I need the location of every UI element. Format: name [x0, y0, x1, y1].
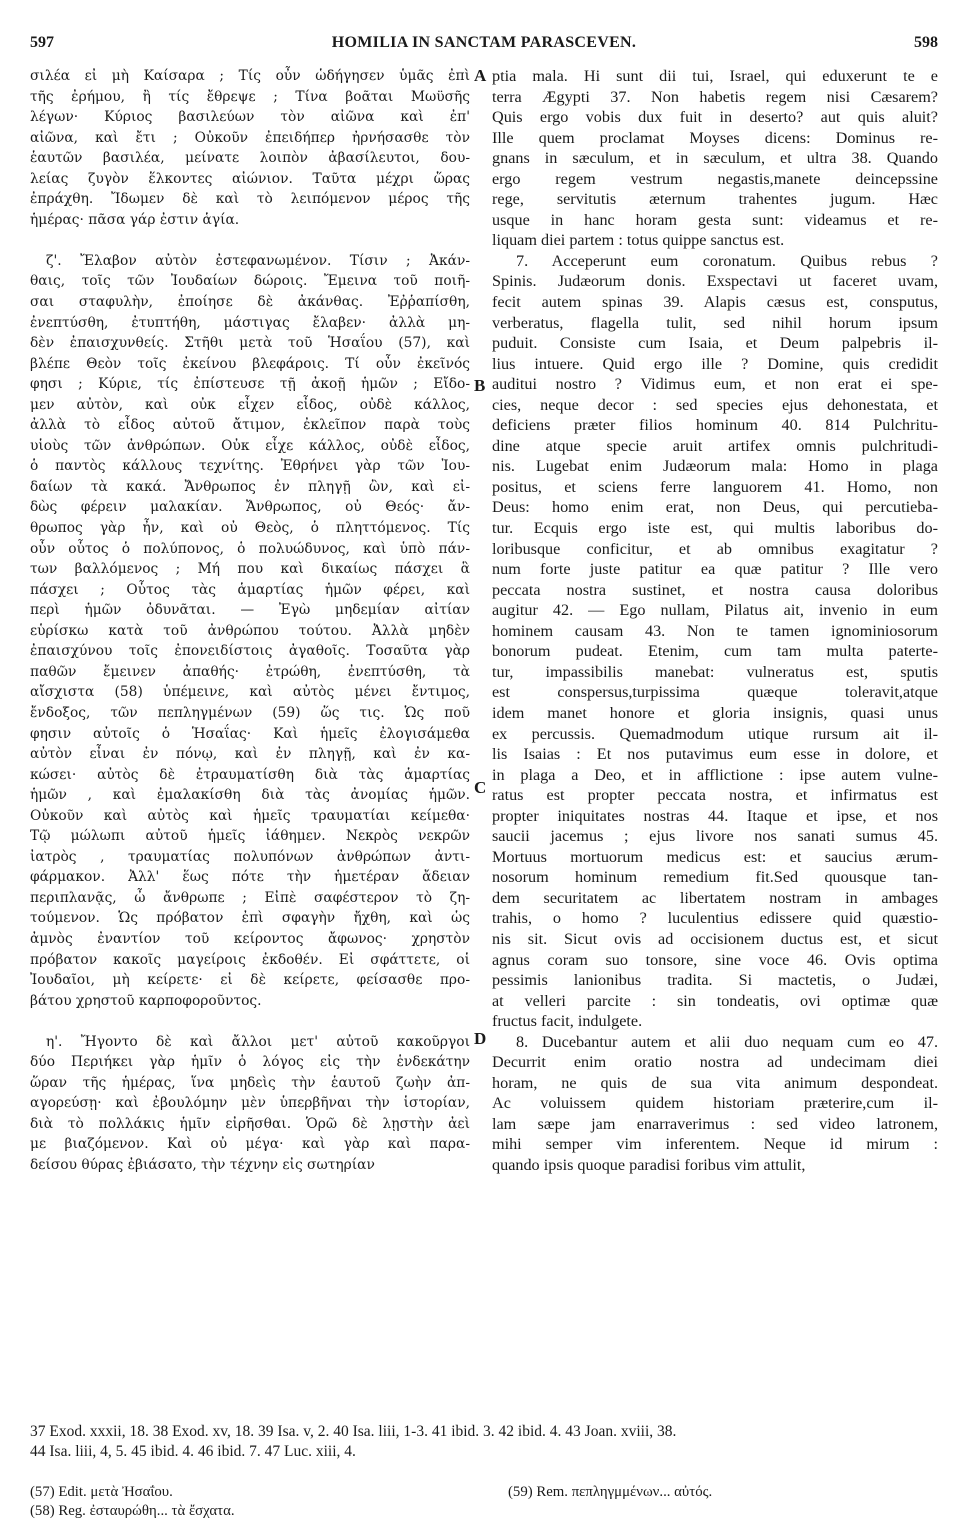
text-line: βλέπε Θεὸν τοῖς ἐκείνου βλεφάροις. Τί οὖν ἐκεῖνός: [30, 355, 470, 372]
text-line: θαις, τοῖς τῶν Ἰουδαίων δώροις. Ἔμεινα τοῦ ποιῆ-: [30, 273, 470, 290]
text-line: usque in hanc horam gesta sunt: videamus et re-: [492, 210, 938, 229]
text-line: περὶ ἡμῶν ὀδυνᾶται. — Ἐγὼ μηδεμίαν αἰτίαν: [30, 602, 470, 619]
running-header: [30, 34, 938, 58]
text-line: εὑρίσκω κατὰ τοῦ ἀνθρώπου τούτου. Ἀλλὰ μηδὲν: [30, 622, 470, 639]
margin-marker-d: D: [474, 1029, 487, 1048]
text-line: διὰ τὸ πολλάκις ἡμῖν εἰρῆσθαι. Ὁρῶ δὲ λῃστὴν ἀεὶ: [30, 1115, 470, 1132]
text-line: hominem causam 43. Non te tamen ignominiosorum: [492, 621, 938, 640]
scripture-footnotes-line-2: 44 Isa. liii, 4, 5. 45 ibid. 4. 46 ibid. 7. 47 Luc. xiii, 4.: [30, 1443, 356, 1460]
text-line: ἡμῶν , καὶ ἐμαλακίσθη διὰ τὰς ἀνομίας ἡμῶν.: [30, 787, 470, 804]
text-line: Ille quem proclamat Moyses dicens: Dominus re-: [492, 128, 938, 147]
text-line: nosorum hominum remedium fit.Sed quousque tan-: [492, 868, 938, 887]
text-line: [30, 1011, 470, 1032]
text-line: Quis ergo vobis dux fuit in deserto? aut quis aluit?: [492, 108, 938, 127]
text-line: ἐπαισχύνου τοῖς ἐπονειδίστοις ἀγαθοῖς. Τοσαῦτα γὰρ: [30, 643, 470, 660]
text-line: σαι σταφυλὴν, ἐποίησε δὲ ἀκάνθας. Ἐῤῥαπίσθη,: [30, 294, 470, 311]
text-line: βάτου χρηστοῦ καρποφοροῦντος.: [30, 992, 262, 1009]
text-line: αἰῶνα, καὶ ἔτι ; Οὐκοῦν ἐπειδήπερ ἠρνήσασθε τὸν: [30, 129, 470, 146]
text-line: ergo regem vestrum negastis,manete deincepssine: [492, 169, 938, 188]
text-line: mihi semper vim inferentem. Neque id mirum :: [492, 1135, 938, 1154]
text-line: των βαλλόμενος ; Μή που καὶ δικαίως πάσχει ἃ: [30, 561, 470, 578]
text-line: τούμενον. Ὡς πρόβατον ἐπὶ σφαγὴν ἤχθη, καὶ ὡς: [30, 910, 470, 927]
text-line: Ac voluissem quidem historiam præterire,cum il-: [492, 1094, 938, 1113]
text-line: με βιαζόμενον. Καὶ οὐ μέγα· καὶ γὰρ καὶ παρα-: [30, 1136, 470, 1153]
text-line: ἀλλὰ τὸ εἶδος αὐτοῦ ἄτιμον, ἐκλεῖπον παρὰ τοὺς: [30, 417, 470, 434]
text-line: idem manet honore et gloria insignis, quasi unus: [492, 703, 938, 722]
text-line: nis sit. Sicut ovis ad occisionem ductus est, et sicut: [492, 929, 938, 948]
text-line: trahis, o homo ? luculentius edissere quid quæstio-: [492, 909, 938, 928]
text-line: ex percussis. Quemadmodum utique rursum ait il-: [492, 724, 938, 743]
text-line: φησιν αὐτοῖς ὁ Ἡσαΐας· Καὶ ἡμεῖς ἐλογισάμεθα: [30, 725, 470, 742]
text-line: 8. Ducebantur autem et alii duo nequam cum eo 47.: [516, 1032, 938, 1051]
text-line: λείας ζυγὸν ἕλκοντες αἰώνιον. Ταῦτα μέχρι ὥρας: [30, 170, 470, 187]
text-line: ὁ παντὸς κάλλους τεχνίτης. Ἐθρήνει γὰρ τῶν Ἰου-: [30, 458, 470, 475]
text-line: tur. Ecquis ergo iste est, qui multis laboribus do-: [492, 519, 938, 538]
text-line: horam, ne quis de sua vita animum despondeat.: [492, 1073, 938, 1092]
text-line: pessimis lanionibus tradita. Si mactetis, o Judæi,: [492, 971, 938, 990]
latin-column: [492, 66, 938, 1176]
text-line: puduit. Consiste cum Isaia, et Deum palpebris il-: [492, 334, 938, 353]
text-line: ἐπράχθη. Ἴδωμεν δὲ καὶ τὸ λειπόμενον μέρος τῆς: [30, 191, 470, 208]
text-line: Ἰουδαῖοι, μὴ κείρετε· εἰ δὲ κείρετε, φείσασθε προ-: [30, 972, 470, 989]
text-line: αὐτὸν εἶναι ἐν πόνῳ, καὶ ἐν πληγῇ, καὶ ἐν κα-: [30, 746, 470, 763]
text-line: Τῷ μώλωπι αὐτοῦ ἡμεῖς ἰάθημεν. Νεκρὸς νεκρῶν: [30, 828, 470, 845]
margin-marker-b: B: [474, 376, 486, 395]
text-line: cies, neque decor : sed species ejus dehonestata, et: [492, 395, 938, 414]
scripture-footnotes-line-1: 37 Exod. xxxii, 18. 38 Exod. xv, 18. 39 Isa. v, 2. 40 Isa. liii, 1-3. 41 ibid. 3. 42 ibid. 4. 43 Joan. xviii, 38.: [30, 1423, 677, 1440]
text-line: dine atque specie aruit artifex omnis pulchritudi-: [492, 436, 938, 455]
text-line: deficiens præter filios hominum 40. 814 Pulchritu-: [492, 416, 938, 435]
text-line: τῆς ἐρήμου, ἢ τίς ἔθρεψε ; Τίνα βοᾶται Μωϋσῆς: [30, 88, 470, 105]
text-line: quando ipsis quoque paradisi foribus vim attulit,: [492, 1155, 806, 1174]
editorial-note-59: (59) Rem. πεπληγμμένων... αὐτός.: [508, 1484, 713, 1500]
text-line: nis. Lugebat enim Judæorum mala: Homo in plaga: [492, 457, 938, 476]
text-line: περιπλανᾷς, ὦ ἄνθρωπε ; Εἰπὲ σαφέστερον τὸ ζη-: [30, 889, 470, 906]
text-line: verberatus, flagella tulit, sed nihil horum ipsum: [492, 313, 938, 332]
text-line: liquam diei partem : totus quippe sanctus est.: [492, 231, 785, 250]
text-line: lis Isaias : Et nos putavimus eum esse in dolore, et: [492, 745, 938, 764]
text-line: Οὐκοῦν καὶ αὐτὸς καὶ ἡμεῖς τραυματίαι κείμεθα·: [30, 807, 470, 824]
text-line: κώσει· αὐτὸς δὲ ἐτραυματίσθη διὰ τὰς ἁμαρτίας: [30, 766, 470, 783]
text-line: auditui nostro ? Vidimus eum, et non erat ei spe-: [492, 375, 938, 394]
text-line: οὖν οὗτος ὁ πολύπονος, ὁ πολυώδυνος, καὶ ὑπὸ πάν-: [30, 540, 470, 557]
text-line: σιλέα εἰ μὴ Καίσαρα ; Τίς οὖν ὡδήγησεν ὑμᾶς ἐπὶ: [30, 68, 470, 84]
text-line: at velleri parcite : sin tondeatis, ovi optimæ quæ: [492, 991, 938, 1010]
text-line: est conspersus,turpissima quæque toleravit,atque: [492, 683, 938, 702]
text-line: λέγων· Κύριος βασιλεύων τὸν αἰῶνα καὶ ἐπ': [30, 109, 470, 126]
text-line: Deus: homo enim erat, non Deus, qui percutieba-: [492, 498, 938, 517]
text-line: ὥραν τῆς ἡμέρας, ἵνα μηδεὶς τὴν ἑαυτοῦ ζωὴν ἀπ-: [30, 1074, 470, 1091]
text-line: loribusque conficitur, et ab omnibus exagitatur ?: [492, 539, 938, 558]
margin-marker-a: A: [474, 66, 487, 85]
text-line: Decurrit enim oratio nostra ad undecimam diei: [492, 1053, 938, 1072]
text-line: υἱοὺς τῶν ἀνθρώπων. Οὐκ εἶχε κάλλος, οὐδὲ εἶδος,: [30, 437, 470, 454]
text-line: propter iniquitates nostras 44. Itaque et ipse, et nos: [492, 806, 938, 825]
text-line: terra Ægypti 37. Non habetis regem nisi Cæsarem?: [492, 87, 938, 106]
text-line: tur, impassibilis manebat: vulneratus est, sputis: [492, 662, 938, 681]
text-line: δὲν ἐπαισχυνθείς. Στῆθι μετὰ τοῦ Ἡσαΐου (57), καὶ: [30, 335, 470, 352]
text-line: lam sæpe jam enarraverimus : sed video latronem,: [492, 1114, 938, 1133]
text-line: αἴσχιστα (58) ὑπέμεινε, καὶ αὐτὸς μένει ἔντιμος,: [30, 684, 470, 701]
text-line: positus, et sciens ferre languorem 41. Homo, non: [492, 477, 938, 496]
text-line: in plaga a Deo, et in afflictione : ipse autem vulne-: [492, 765, 938, 784]
text-line: lius intuere. Quid ergo ille ? Domine, quis credidit: [492, 354, 938, 373]
text-line: ἀμνὸς ἐναντίον τοῦ κείροντος ἄφωνος· χρηστὸν: [30, 930, 470, 947]
text-line: δείσου θύρας ἐβιάσατο, τὴν τέχνην εἰς σωτηρίαν: [30, 1156, 375, 1173]
text-line: Spinis. Judæorum donis. Exspectavi ut faceret uvam,: [492, 272, 938, 291]
text-line: fecit autem spinas 39. Alapis cæsus est, consputus,: [492, 293, 938, 312]
greek-column: [30, 66, 470, 1176]
text-line: ἡμέρας· πᾶσα γάρ ἐστιν ἁγία.: [30, 211, 240, 228]
text-line: φάρμακον. Ἀλλ' ἕως πότε τὴν ἡμετέραν ἄδειαν: [30, 869, 470, 886]
page-number-left: 597: [30, 34, 54, 51]
text-line: ζ'. Ἔλαβον αὐτὸν ἐστεφανωμένον. Τίσιν ; Ἀκάν-: [46, 252, 470, 269]
text-line: gnans in sæculum, et in sæculum, et ultra 38. Quando: [492, 149, 938, 168]
text-line: παθῶν ἔμεινεν ἀπαθής· ἐτρώθη, ἐνεπτύσθη, τὰ: [30, 663, 470, 680]
editorial-note-58: (58) Reg. ἐσταυρώθη... τὰ ἔσχατα.: [30, 1503, 235, 1519]
page-number-right: 598: [914, 34, 938, 51]
text-line: ptia mala. Hi sunt dii tui, Israel, qui eduxerunt te e: [492, 67, 938, 85]
text-line: πάσχει ; Οὗτος τὰς ἁμαρτίας ἡμῶν φέρει, καὶ: [30, 581, 470, 598]
text-line: δύο Περιήκει γὰρ ἡμῖν ὁ λόγος εἰς τὴν ἑνδεκάτην: [30, 1054, 470, 1071]
text-line: augitur 42. — Ego nullam, Pilatus ait, invenio in eum: [492, 601, 938, 620]
text-line: πρόβατον κακοῖς μαγείροις ἐκδοθέν. Εἰ σφάττετε, οἱ: [30, 951, 470, 968]
text-line: agnus coram suo tonsore, sine voce 46. Ovis optima: [492, 950, 938, 969]
text-line: μεν αὐτὸν, καὶ οὐκ εἶχεν εἶδος, οὐδὲ κάλλος,: [30, 396, 470, 413]
text-line: ἔνδοξος, τῶν πεπληγμένων (59) ὥς τις. Ὡς ποῦ: [30, 704, 470, 721]
text-line: ἰατρὸς , τραυματίας πολυπόνων ἀνθρώπων ἀντι-: [30, 848, 470, 865]
running-title: HOMILIA IN SANCTAM PARASCEVEN.: [331, 34, 637, 51]
text-line: Mortuus mortuorum medicus est: et saucius ærum-: [492, 847, 938, 866]
text-line: δαίων τὰ κακά. Ἄνθρωπος ἐν πληγῇ ὢν, καὶ εἰ-: [30, 478, 470, 495]
text-line: δὼς φέρειν μαλακίαν. Ἄνθρωπος, οὐ Θεός· ἄν-: [30, 499, 470, 516]
text-line: θρωπος γὰρ ἦν, καὶ οὐ Θεὸς, ὁ πληττόμενος. Τίς: [30, 520, 470, 537]
text-line: dem securitatem ac libertatem nostram in ambages: [492, 888, 938, 907]
text-line: ἑαυτῶν βασιλέα, μείνατε λοιπὸν ἀβασίλευτοι, δου-: [30, 150, 470, 167]
text-line: saucii jacemus ; ejus livore nos sanati sumus 45.: [492, 827, 938, 846]
text-line: η'. Ἤγοντο δὲ καὶ ἄλλοι μετ' αὐτοῦ κακοῦργοι: [46, 1033, 470, 1050]
text-line: φησι ; Κύριε, τίς ἐπίστευσε τῇ ἀκοῇ ἡμῶν ; Εἴδο-: [30, 376, 470, 393]
margin-marker-c: C: [474, 778, 487, 797]
text-line: αγορεύσῃ· καὶ ἐβουλόμην μὲν ὑπερβῆναι τὴν ἱστορίαν,: [30, 1095, 470, 1112]
text-line: ratus est propter peccata nostra, et infirmatus est: [492, 786, 938, 805]
text-line: fructus facit, indulgete.: [492, 1012, 643, 1031]
text-line: num forte juste patitur ea quæ patitur ? Ille vero: [492, 560, 938, 579]
text-line: ἐνεπτύσθη, ἐτυπτήθη, μάστιγας ἔλαβεν· ἀλλὰ μη-: [30, 314, 470, 331]
text-line: bonorum pudeat. Etenim, cum tam multa paterte-: [492, 642, 938, 661]
text-line: 7. Acceperunt eum coronatum. Quibus rebus ?: [516, 251, 938, 270]
text-line: [30, 230, 470, 251]
editorial-note-57: (57) Edit. μετὰ Ἠσαΐου.: [30, 1484, 173, 1500]
text-line: rege, servitutis æternum trahentes jugum. Hæc: [492, 190, 938, 209]
text-line: peccata nostra sustinet, et nostra causa doloribus: [492, 580, 938, 599]
